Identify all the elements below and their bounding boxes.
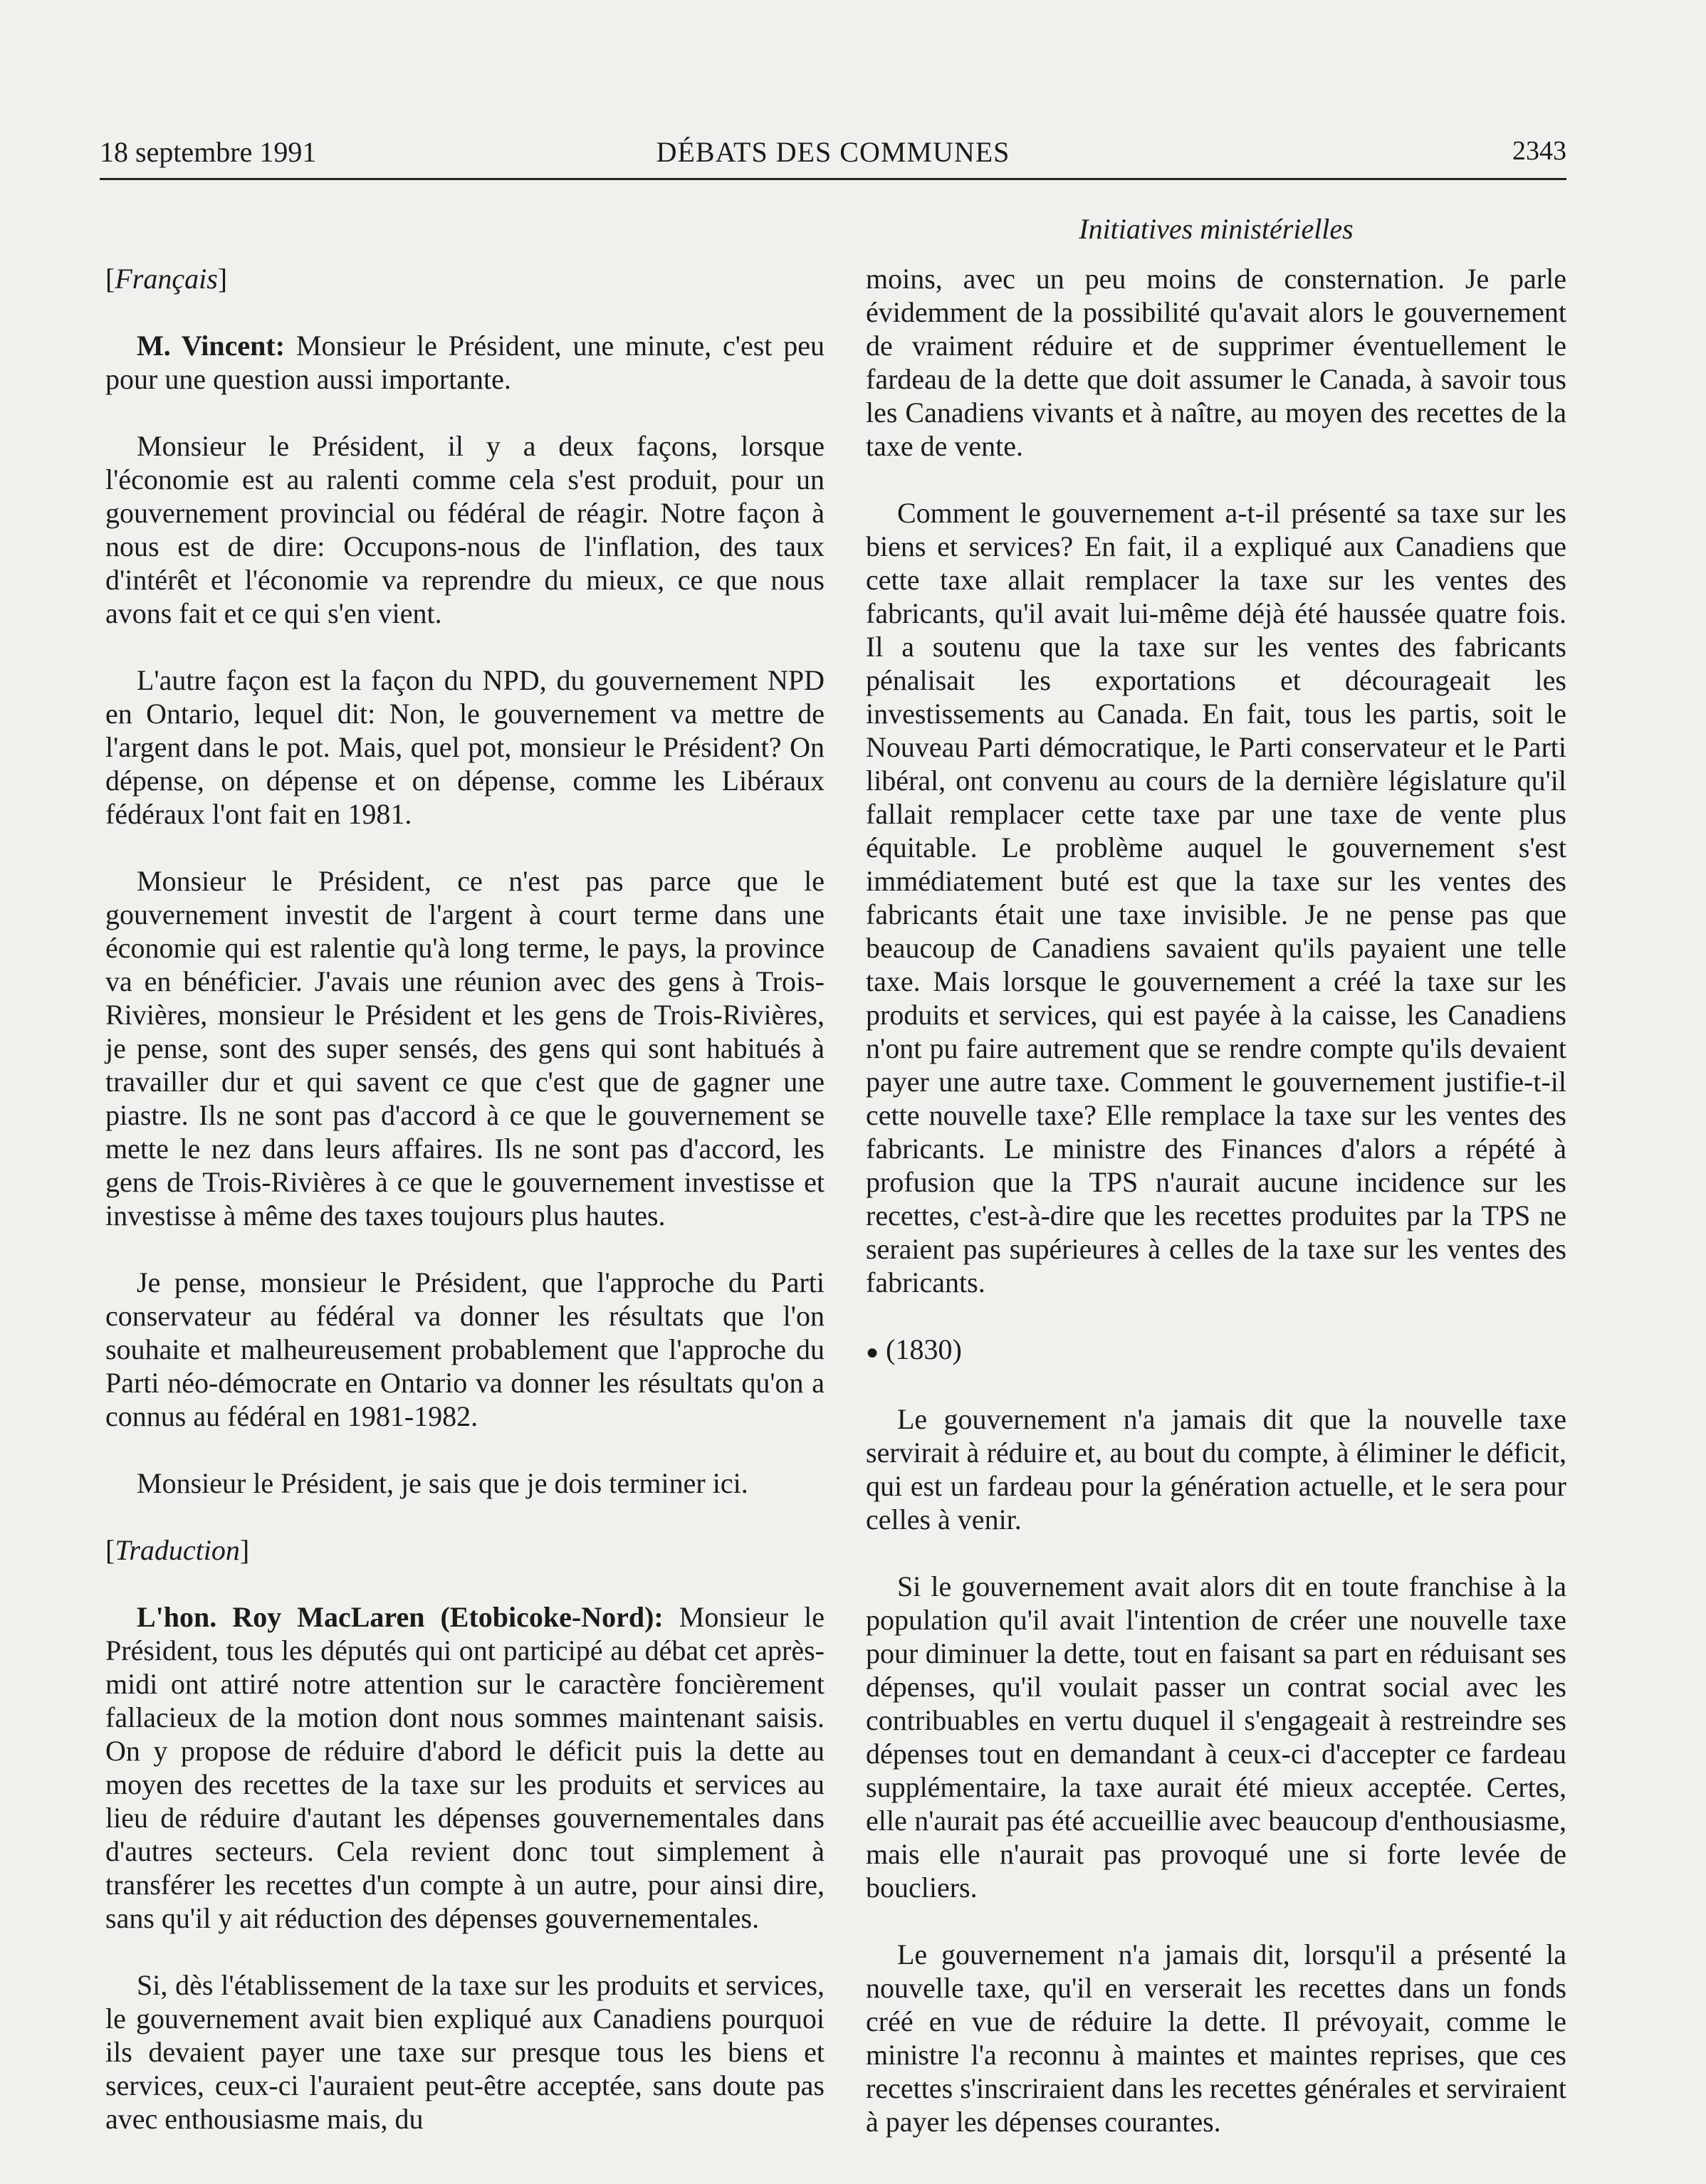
paragraph: Monsieur le Président, il y a deux façons, lorsque l'économie est au ralenti comme cela s'est produit, pour un gouvernement provincial ou fédéral de réagir. Notre façon à nous est de dire: Occupons-nous de l'inflation, des taux d'intérêt et l'économie va reprendre du mieux, ce que nous avons fait et ce qui s'en vient. — [105, 430, 825, 629]
speaker-name: L'hon. Roy MacLaren (Etobicoke-Nord): — [137, 1601, 664, 1633]
paragraph: Monsieur le Président, ce n'est pas parce que le gouvernement investit de l'argent à court terme dans une économie qui est ralentie qu'à long terme, le pays, la province va en bénéficier. J'avais une réunion avec des gens à Trois-Rivières, monsieur le Président et les gens de Trois-Rivières, je pense, sont des super sensés, des gens qui sont habitués à travailler dur et qui savent ce que c'est que de gagner une piastre. Ils ne sont pas d'accord à ce que le gouvernement se mette le nez dans leurs affaires. Ils ne sont pas d'accord, les gens de Trois-Rivières à ce que le gouvernement investisse et investisse à même des taxes toujours plus hautes. — [105, 865, 825, 1232]
paragraph: Monsieur le Président, je sais que je dois terminer ici. — [137, 1467, 748, 1499]
timestamp-text: (1830) — [886, 1333, 962, 1365]
paragraph-text: Monsieur le Président, une minute, c'est peu pour une question aussi importante. — [105, 330, 825, 395]
page-header — [100, 135, 1566, 180]
header-page-number: 2343 — [1512, 136, 1566, 166]
speaker-name: M. Vincent: — [137, 330, 286, 362]
paragraph — [105, 1600, 825, 1935]
right-column — [866, 262, 1566, 2172]
paragraph-text: Monsieur le Président, tous les députés qui ont participé au débat cet après-midi ont attiré notre attention sur le caractère foncièrement fallacieux de la motion dont nous sommes maintenant saisis. On y propose de réduire d'abord le déficit puis la dette au moyen des recettes de la taxe sur les produits et services au lieu de réduire d'autant les dépenses gouvernementales dans d'autres secteurs. Cela revient donc tout simplement à transférer les recettes d'un compte à un autre, pour ainsi dire, sans qu'il y ait réduction des dépenses gouvernementales. — [105, 1601, 825, 1934]
paragraph: Le gouvernement n'a jamais dit que la nouvelle taxe servirait à réduire et, au bout du compte, à éliminer le déficit, qui est un fardeau pour la génération actuelle, et le sera pour celles à venir. — [866, 1403, 1566, 1535]
paragraph — [105, 329, 825, 396]
paragraph: moins, avec un peu moins de consternation. Je parle évidemment de la possibilité qu'avait alors le gouvernement de vraiment réduire et de supprimer éventuellement le fardeau de la dette que doit assumer le Canada, à savoir tous les Canadiens vivants et à naître, au moyen des recettes de la taxe de vente. — [866, 263, 1566, 462]
left-column — [105, 262, 825, 2169]
language-tag: [Traduction] — [105, 1534, 250, 1566]
paragraph: Si, dès l'établissement de la taxe sur les produits et services, le gouvernement avait bien expliqué aux Canadiens pourquoi ils devaient payer une taxe sur presque tous les biens et services, ceux-ci l'auraient peut-être acceptée, sans doute pas avec enthousiasme mais, du — [105, 1969, 825, 2135]
language-tag: [Français] — [105, 263, 228, 295]
header-title: DÉBATS DES COMMUNES — [656, 136, 1010, 168]
paragraph: Le gouvernement n'a jamais dit, lorsqu'il a présenté la nouvelle taxe, qu'il en verserait les recettes dans un fonds créé en vue de réduire la dette. Il prévoyait, comme le ministre l'a reconnu à maintes et maintes reprises, que ces recettes s'inscriraient dans les recettes générales et serviraient à payer les dépenses courantes. — [866, 1938, 1566, 2138]
paragraph: Comment le gouvernement a-t-il présenté sa taxe sur les biens et services? En fait, il a expliqué aux Canadiens que cette taxe allait remplacer la taxe sur les ventes des fabricants, qu'il avait lui-même déjà été haussée quatre fois. Il a soutenu que la taxe sur les ventes des fabricants pénalisait les exportations et décourageait les investissements au Canada. En fait, tous les partis, soit le Nouveau Parti démocratique, le Parti conservateur et le Parti libéral, ont convenu au cours de la dernière législature qu'il fallait remplacer cette taxe par une taxe de vente plus équitable. Le problème auquel le gouvernement s'est immédiatement buté est que la taxe sur les ventes des fabricants était une taxe invisible. Je ne pense pas que beaucoup de Canadiens savaient qu'ils payaient une telle taxe. Mais lorsque le gouvernement a créé la taxe sur les produits et services, qui est payée à la caisse, les Canadiens n'ont pu faire autrement que se rendre compte qu'ils devaient payer une autre taxe. Comment le gouvernement justifie-t-il cette nouvelle taxe? Elle remplace la taxe sur les ventes des fabricants. Le ministre des Finances d'alors a répété à profusion que la TPS n'aurait aucune incidence sur les recettes, c'est-à-dire que les recettes produites par la TPS ne seraient pas supérieures à celles de la taxe sur les ventes des fabricants. — [866, 497, 1566, 1298]
timestamp — [866, 1333, 1566, 1369]
bullet-icon: ● — [866, 1340, 879, 1364]
section-subheader: Initiatives ministérielles — [1079, 213, 1354, 245]
paragraph: L'autre façon est la façon du NPD, du gouvernement NPD en Ontario, lequel dit: Non, le gouvernement va mettre de l'argent dans le pot. Mais, quel pot, monsieur le Président? On dépense, on dépense et on dépense, comme les Libéraux fédéraux l'ont fait en 1981. — [105, 664, 825, 830]
paragraph: Je pense, monsieur le Président, que l'approche du Parti conservateur au fédéral va donner les résultats que l'on souhaite et malheureusement probablement que l'approche du Parti néo-démocrate en Ontario va donner les résultats qu'on a connus au fédéral en 1981-1982. — [105, 1266, 825, 1432]
language-tag-text: Traduction — [115, 1534, 240, 1566]
paragraph: Si le gouvernement avait alors dit en toute franchise à la population qu'il avait l'intention de créer une nouvelle taxe pour diminuer la dette, tout en faisant sa part en réduisant ses dépenses, qu'il voulait passer un contrat social avec les contribuables en vertu duquel il s'engageait à restreindre ses dépenses tout en demandant à ceux-ci d'accepter ce fardeau supplémentaire, la taxe aurait été mieux acceptée. Certes, elle n'aurait pas été accueillie avec beaucoup d'enthousiasme, mais elle n'aurait pas provoqué une si forte levée de boucliers. — [866, 1570, 1566, 1904]
language-tag-text: Français — [115, 263, 218, 295]
header-date: 18 septembre 1991 — [100, 136, 317, 168]
